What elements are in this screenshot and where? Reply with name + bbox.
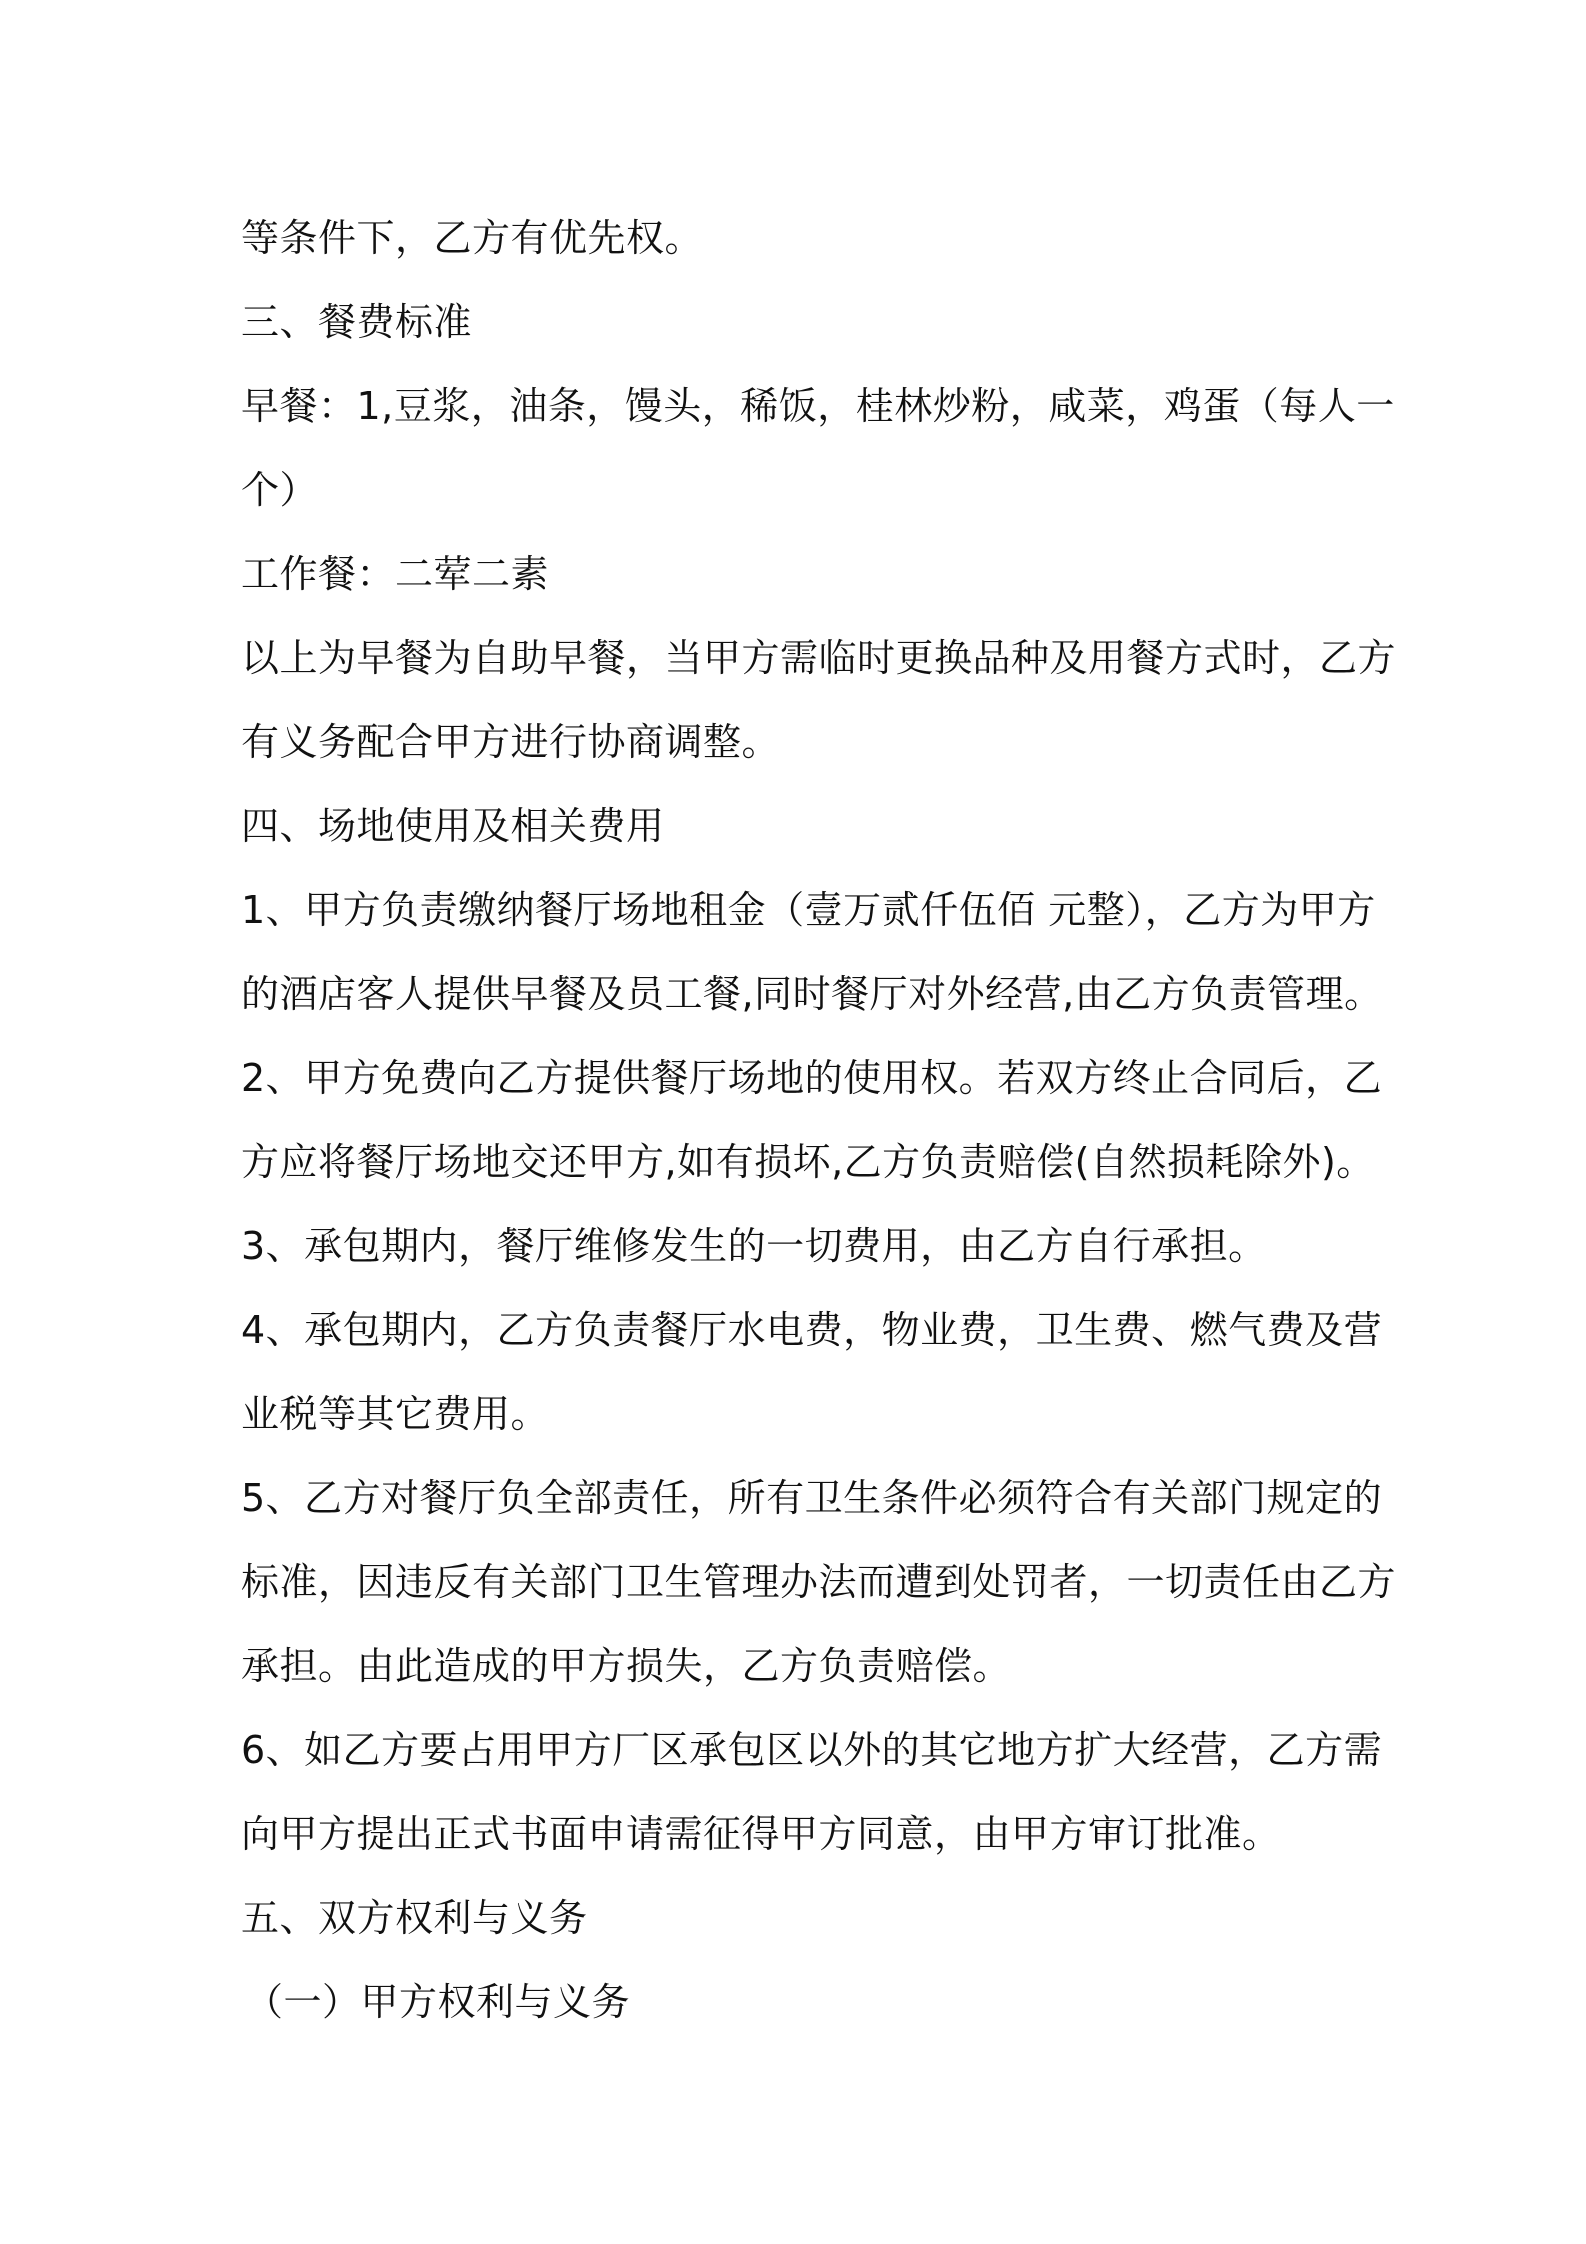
clause-1-line-2: 的酒店客人提供早餐及员工餐,同时餐厅对外经营,由乙方负责管理。 xyxy=(241,972,1383,1016)
text-line-buffet-note: 以上为早餐为自助早餐，当甲方需临时更换品种及用餐方式时，乙方 xyxy=(241,636,1397,680)
text-line-buffet-note-continuation: 有义务配合甲方进行协商调整。 xyxy=(241,720,781,764)
text-line-work-meal: 工作餐：二荤二素 xyxy=(241,552,550,596)
clause-4-line-2: 业税等其它费用。 xyxy=(241,1392,550,1436)
clause-5-line-3: 承担。由此造成的甲方损失，乙方负责赔偿。 xyxy=(241,1644,1012,1688)
clause-4-line-1: 4、承包期内，乙方负责餐厅水电费，物业费，卫生费、燃气费及营 xyxy=(241,1308,1383,1352)
section-heading-meal-standards: 三、餐费标准 xyxy=(241,300,473,344)
clause-1-line-1: 1、甲方负责缴纳餐厅场地租金（壹万贰仟伍佰 元整），乙方为甲方 xyxy=(241,888,1376,932)
document-body xyxy=(241,196,1397,2044)
clause-6-line-1: 6、如乙方要占用甲方厂区承包区以外的其它地方扩大经营，乙方需 xyxy=(241,1728,1383,1772)
clause-2-line-2: 方应将餐厅场地交还甲方,如有损坏,乙方负责赔偿(自然损耗除外)。 xyxy=(241,1140,1375,1184)
clause-6-line-2: 向甲方提出正式书面申请需征得甲方同意，由甲方审订批准。 xyxy=(241,1812,1281,1856)
text-line-continuation: 等条件下，乙方有优先权。 xyxy=(241,216,704,260)
clause-2-line-1: 2、甲方免费向乙方提供餐厅场地的使用权。若双方终止合同后，乙 xyxy=(241,1056,1383,1100)
section-heading-rights-obligations: 五、双方权利与义务 xyxy=(241,1896,588,1940)
text-line-breakfast-continuation: 个） xyxy=(241,468,319,512)
section-heading-venue-fees: 四、场地使用及相关费用 xyxy=(241,804,665,848)
text-line-breakfast: 早餐：1,豆浆，油条，馒头，稀饭，桂林炒粉，咸菜，鸡蛋（每人一 xyxy=(241,384,1395,428)
clause-5-line-2: 标准，因违反有关部门卫生管理办法而遭到处罚者，一切责任由乙方 xyxy=(241,1560,1397,1604)
clause-3-line-1: 3、承包期内，餐厅维修发生的一切费用，由乙方自行承担。 xyxy=(241,1224,1267,1268)
subsection-heading-party-a: （一）甲方权利与义务 xyxy=(245,1980,631,2024)
clause-5-line-1: 5、乙方对餐厅负全部责任，所有卫生条件必须符合有关部门规定的 xyxy=(241,1476,1383,1520)
